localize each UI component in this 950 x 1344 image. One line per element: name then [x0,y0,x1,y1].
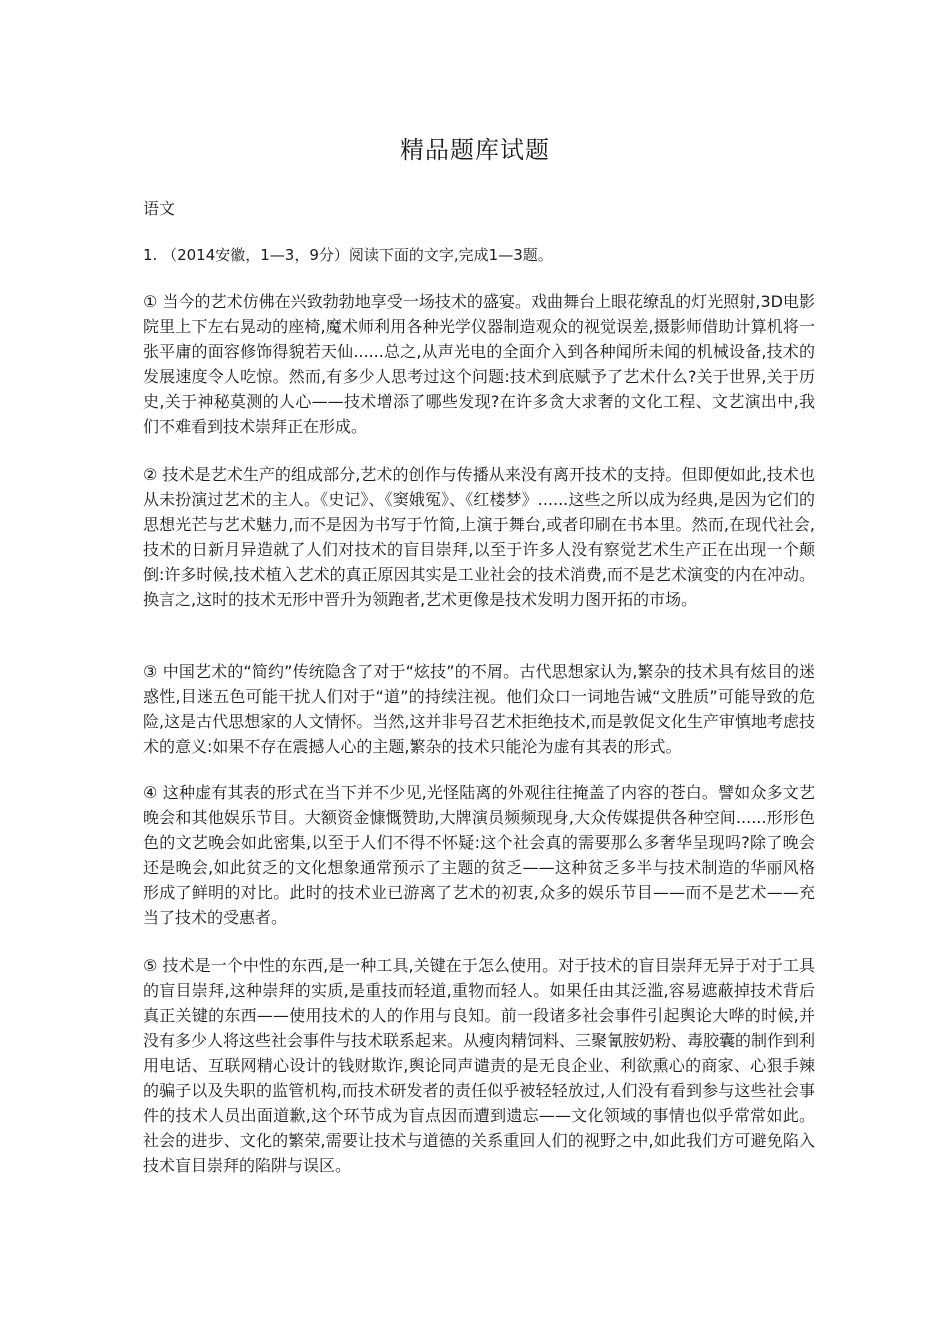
paragraph-5: ⑤ 技术是一个中性的东西,是一种工具,关键在于怎么使用。对于技术的盲目崇拜无异于对于工具的盲目崇拜,这种崇拜的实质,是重技而轻道,重物而轻人。如果任由其泛滥,容易遮蔽掉技术背后真正关键的东西——使用技术的人的作用与良知。前一段诸多社会事件引起舆论大哗的时候,并没有多少人将这些社会事件与技术联系起来。从瘦肉精饲料、三聚氰胺奶粉、毒胶囊的制作到利用电话、互联网精心设计的钱财欺诈,舆论同声谴责的是无良企业、利欲熏心的商家、心狠手辣的骗子以及失职的监管机构,而技术研发者的责任似乎被轻轻放过,人们没有看到参与这些社会事件的技术人员出面道歉,这个环节成为盲点因而遭到遗忘——文化领域的事情也似乎常常如此。社会的进步、文化的繁荣,需要让技术与道德的关系重回人们的视野之中,如此我们方可避免陷入技术盲目崇拜的陷阱与误区。 [143,956,816,1175]
paragraph-4: ④ 这种虚有其表的形式在当下并不少见,光怪陆离的外观往往掩盖了内容的苍白。譬如众多文艺晚会和其他娱乐节目。大额资金慷慨赞助,大牌演员频频现身,大众传媒提供各种空间......形形色色的文艺晚会如此密集,以至于人们不得不怀疑:这个社会真的需要那么多奢华呈现吗?除了晚会还是晚会,如此贫乏的文化想象通常预示了主题的贫乏——这种贫乏多半与技术制造的华丽风格形成了鲜明的对比。此时的技术业已游离了艺术的初衷,众多的娱乐节目——而不是艺术——充当了技术的受惠者。 [143,783,815,927]
paragraph-2: ② 技术是艺术生产的组成部分,艺术的创作与传播从来没有离开技术的支持。但即便如此,技术也从未扮演过艺术的主人。《史记》、《窦娥冤》、《红楼梦》......这些之所以成为经典,是因为它们的思想光芒与艺术魅力,而不是因为书写于竹简,上演于舞台,或者印刷在书本里。然而,在现代社会,技术的日新月异造就了人们对技术的盲目崇拜,以至于许多人没有察觉艺术生产正在出现一个颠倒:许多时候,技术植入艺术的真正原因其实是工业社会的技术消费,而不是艺术演变的内在冲动。换言之,这时的技术无形中晋升为领跑者,艺术更像是技术发明力图开拓的市场。 [143,465,815,609]
question-heading: 1. （2014安徽，1—3，9分）阅读下面的文字,完成1—3题。 [143,246,553,264]
page-title: 精品题库试题 [400,136,550,164]
subject-label: 语文 [143,199,176,218]
paragraph-1: ① 当今的艺术仿佛在兴致勃勃地享受一场技术的盛宴。戏曲舞台上眼花缭乱的灯光照射,3D电影院里上下左右晃动的座椅,魔术师利用各种光学仪器制造观众的视觉误差,摄影师借助计算机将一张平庸的面容修饰得貌若天仙......总之,从声光电的全面介入到各种闻所未闻的机械设备,技术的发展速度令人吃惊。然而,有多少人思考过这个问题:技术到底赋予了艺术什么?关于世界,关于历史,关于神秘莫测的人心——技术增添了哪些发现?在许多贪大求奢的文化工程、文艺演出中,我们不难看到技术崇拜正在形成。 [143,292,815,436]
paragraph-3: ③ 中国艺术的“简约”传统隐含了对于“炫技”的不屑。古代思想家认为,繁杂的技术具有炫目的迷惑性,目迷五色可能干扰人们对于“道”的持续注视。他们众口一词地告诫“文胜质”可能导致的危险,这是古代思想家的人文情怀。当然,这并非号召艺术拒绝技术,而是敦促文化生产审慎地考虑技术的意义:如果不存在震撼人心的主题,繁杂的技术只能沦为虚有其表的形式。 [143,662,815,756]
